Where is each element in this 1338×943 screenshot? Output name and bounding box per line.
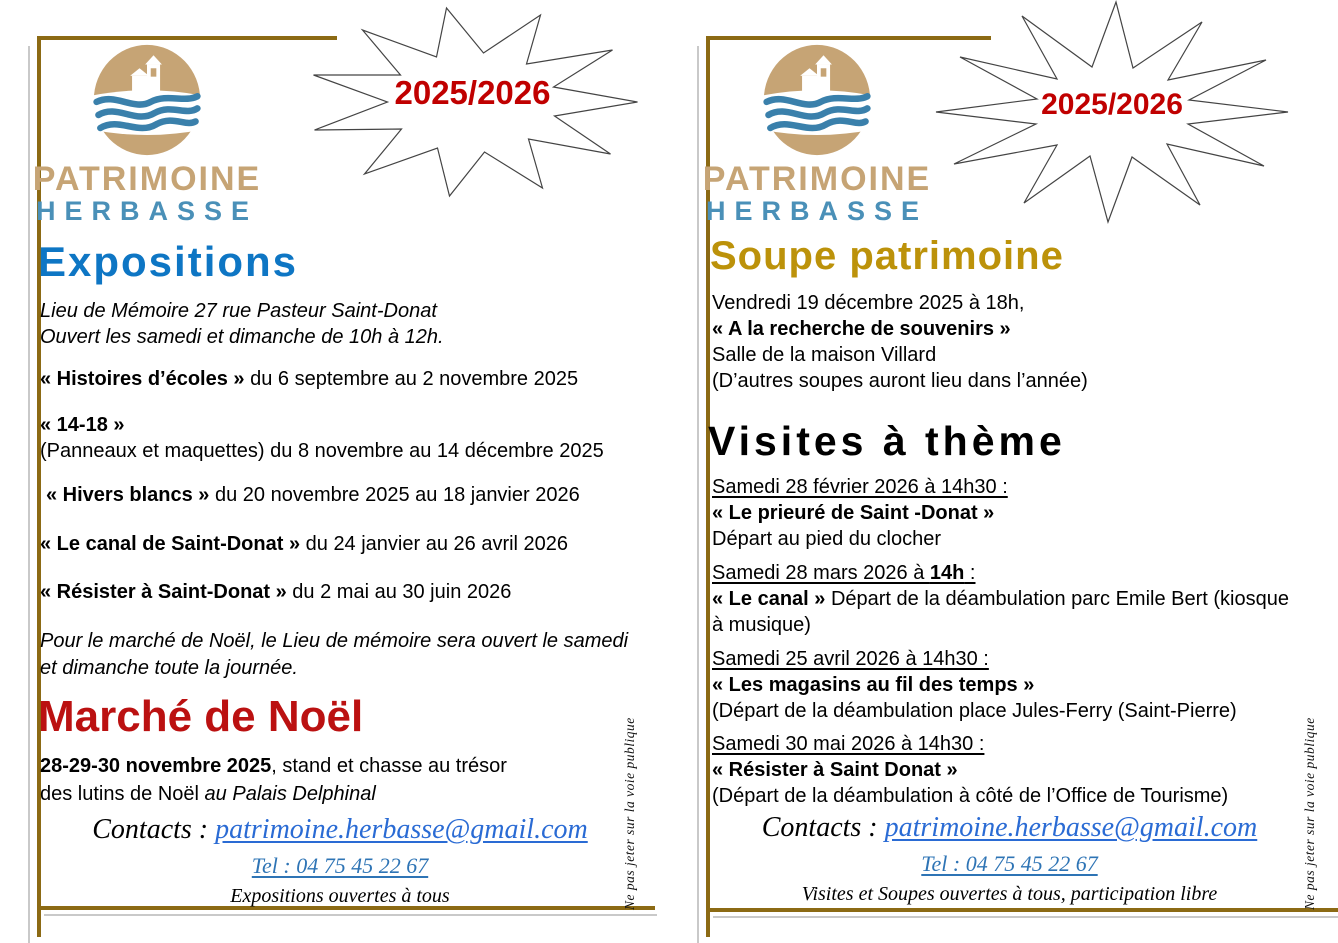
left-panel-shadow-left <box>28 46 30 943</box>
marche-text-line-2 <box>40 780 620 808</box>
visite-date: Samedi 30 mai 2026 à 14h30 : <box>712 733 985 755</box>
logo-wordmark-herbasse: HERBASSE <box>35 196 259 226</box>
soupe-title: Soupe patrimoine <box>710 234 1064 278</box>
contacts-label: Contacts : <box>92 814 216 845</box>
visite-date: Samedi 25 avril 2026 à 14h30 : <box>712 648 989 670</box>
contacts-email-link[interactable]: patrimoine.herbasse@gmail.com <box>215 814 588 845</box>
exposition-item <box>40 366 645 392</box>
exposition-item-detail: du 6 septembre au 2 novembre 2025 <box>244 368 579 390</box>
intro-line-2: Ouvert les samedi et dimanche de 10h à 12h. <box>40 326 444 348</box>
intro-line-1: Lieu de Mémoire 27 rue Pasteur Saint-Donat <box>40 300 437 322</box>
patrimoine-herbasse-logo-icon <box>761 44 873 156</box>
expositions-title: Expositions <box>38 238 299 285</box>
soupe-line-4: (D’autres soupes auront lieu dans l’année) <box>712 370 1088 392</box>
expositions-intro <box>40 298 640 350</box>
exposition-item-detail: du 2 mai au 30 juin 2026 <box>286 581 512 603</box>
exposition-item <box>40 412 645 464</box>
contacts-left <box>40 814 640 908</box>
exposition-item <box>46 482 651 508</box>
marche-place: au Palais Delphinal <box>204 783 376 805</box>
contacts-label: Contacts : <box>761 812 885 843</box>
logo-wordmark-patrimoine: PATRIMOINE <box>32 160 262 198</box>
contacts-line <box>712 812 1307 844</box>
visite-detail: Départ au pied du clocher <box>712 528 942 550</box>
visite-detail-line-1: Départ de la déambulation parc Emile Bert (kiosque <box>825 588 1289 610</box>
year-badge-label: 2025/2026 <box>394 74 551 111</box>
exposition-item-title: « Le canal de Saint-Donat » <box>40 533 301 555</box>
patrimoine-herbasse-logo-icon <box>91 44 203 156</box>
year-badge-label: 2025/2026 <box>1041 88 1183 121</box>
right-panel-shadow-left <box>697 46 699 943</box>
exposition-item-title: « Résister à Saint-Donat » <box>40 581 287 603</box>
visite-title: « Les magasins au fil des temps » <box>712 674 1035 696</box>
visite-item <box>712 474 1322 552</box>
marche-note-line-2: et dimanche toute la journée. <box>40 657 298 679</box>
contacts-line <box>40 814 640 846</box>
exposition-item-title: « Hivers blancs » <box>46 484 210 506</box>
logo-wordmark-patrimoine: PATRIMOINE <box>702 160 932 198</box>
marche-rest-1: , stand et chasse au trésor <box>271 755 507 777</box>
exposition-item-detail: du 20 novembre 2025 au 18 janvier 2026 <box>209 484 580 506</box>
exposition-item <box>40 579 645 605</box>
soupe-line-2: « A la recherche de souvenirs » <box>712 318 1011 340</box>
visite-detail <box>712 586 1324 612</box>
logo-right <box>702 44 932 227</box>
contacts-tel-line <box>712 851 1307 877</box>
visite-date-pre: Samedi 28 mars 2026 à <box>712 562 930 584</box>
visite-title: « Le prieuré de Saint -Donat » <box>712 502 995 524</box>
do-not-litter-note-right: Ne pas jeter sur la voie publique <box>1302 717 1317 910</box>
soupe-line-1: Vendredi 19 décembre 2025 à 18h, <box>712 292 1025 314</box>
visite-item <box>712 731 1322 809</box>
exposition-item-detail: (Panneaux et maquettes) du 8 novembre au 14 décembre 2025 <box>40 440 604 462</box>
exposition-item-title: « Histoires d’écoles » <box>40 368 245 390</box>
marche-note <box>40 628 650 682</box>
exposition-item <box>40 531 645 557</box>
visite-date: Samedi 28 février 2026 à 14h30 : <box>712 476 1008 498</box>
contacts-tel-line <box>40 853 640 879</box>
exposition-item-title: « 14-18 » <box>40 414 125 436</box>
logo-left <box>32 44 262 227</box>
visite-date-time: 14h <box>929 562 965 584</box>
contacts-right <box>712 812 1307 906</box>
marche-text <box>40 752 620 808</box>
right-panel-border-bottom <box>706 908 1338 912</box>
visite-detail-line-2: à musique) <box>712 614 811 636</box>
visites-title: Visites à thème <box>708 418 1066 464</box>
visite-title: « Le canal » <box>712 588 826 610</box>
contacts-tel-link[interactable]: Tel : 04 75 45 22 67 <box>251 853 429 878</box>
contacts-tel-link[interactable]: Tel : 04 75 45 22 67 <box>921 851 1098 876</box>
starburst-badge-left <box>300 2 645 202</box>
visite-date-post: : <box>964 562 976 584</box>
visite-title: « Résister à Saint Donat » <box>712 759 958 781</box>
do-not-litter-note-left: Ne pas jeter sur la voie publique <box>622 717 637 910</box>
logo-wordmark-herbasse: HERBASSE <box>705 196 929 226</box>
visite-detail: (Départ de la déambulation à côté de l’Office de Tourisme) <box>712 785 1229 807</box>
visite-detail: (Départ de la déambulation place Jules-Ferry (Saint-Pierre) <box>712 700 1237 722</box>
contacts-footer: Expositions ouvertes à tous <box>230 885 450 907</box>
marche-dates: 28-29-30 novembre 2025 <box>40 755 272 777</box>
soupe-block <box>712 290 1322 394</box>
soupe-line-3: Salle de la maison Villard <box>712 344 937 366</box>
left-panel-border-top <box>37 36 337 40</box>
visite-item <box>712 646 1322 724</box>
visite-date <box>712 560 1324 586</box>
left-panel-shadow-bottom <box>44 914 657 916</box>
visite-item <box>712 560 1324 638</box>
starburst-badge-right <box>928 0 1296 225</box>
contacts-email-link[interactable]: patrimoine.herbasse@gmail.com <box>884 812 1258 843</box>
marche-rest-2: des lutins de Noël <box>40 783 205 805</box>
marche-title: Marché de Noël <box>38 692 364 741</box>
marche-text-line-1 <box>40 752 620 780</box>
marche-note-line-1: Pour le marché de Noël, le Lieu de mémoire sera ouvert le samedi <box>40 630 629 652</box>
contacts-footer: Visites et Soupes ouvertes à tous, participation libre <box>801 883 1218 905</box>
exposition-item-detail: du 24 janvier au 26 avril 2026 <box>300 533 569 555</box>
right-panel-shadow-bottom <box>713 916 1338 918</box>
